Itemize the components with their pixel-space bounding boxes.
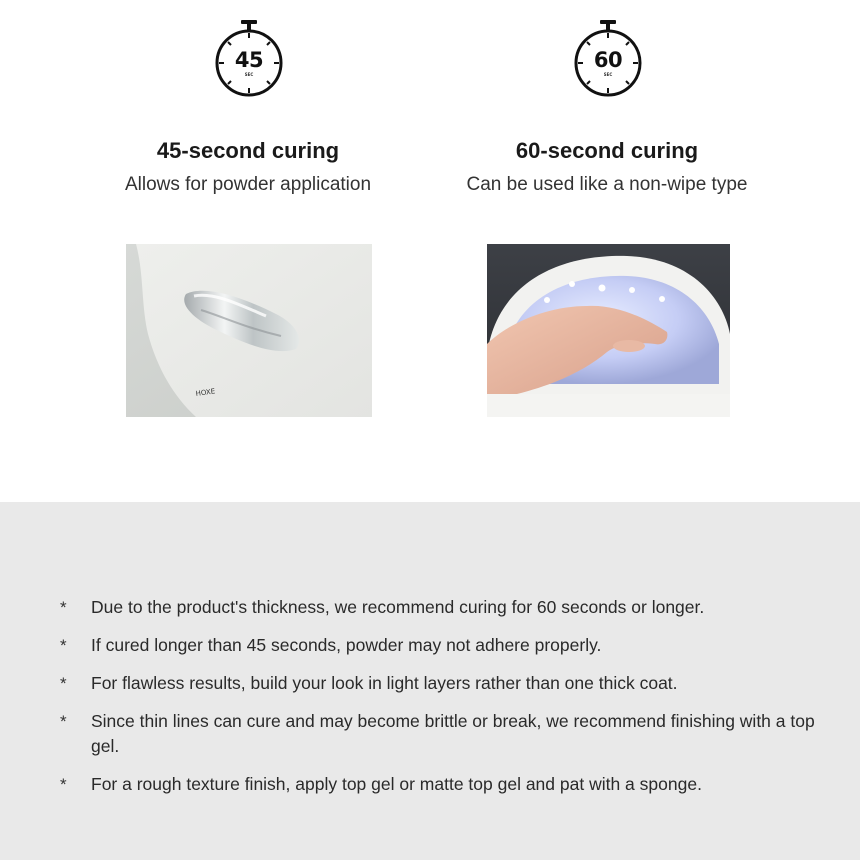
bullet-asterisk: *	[60, 712, 67, 731]
note-item	[60, 772, 820, 797]
note-item	[60, 595, 820, 620]
bullet-asterisk: *	[60, 775, 67, 794]
note-item	[60, 709, 820, 759]
note-text: If cured longer than 45 seconds, powder may not adhere properly.	[91, 635, 602, 655]
timer-value: 60	[593, 48, 623, 72]
curing-subtitle: Allows for powder application	[124, 174, 372, 195]
timer-unit: SEC	[244, 72, 254, 77]
curing-title: 45-second curing	[156, 138, 340, 163]
photo-label: HOXE	[195, 387, 216, 398]
stopwatch-icon	[573, 18, 643, 100]
curing-title: 60-second curing	[515, 138, 699, 163]
note-text: For flawless results, build your look in light layers rather than one thick coat.	[91, 673, 678, 693]
note-item	[60, 671, 820, 696]
bullet-asterisk: *	[60, 674, 67, 693]
gel-swatch-photo	[126, 244, 372, 417]
timer-unit: SEC	[603, 72, 613, 77]
notes-panel	[0, 502, 860, 860]
note-text: Since thin lines can cure and may become brittle or break, we recommend finishing with a top gel.	[91, 711, 815, 756]
bullet-asterisk: *	[60, 598, 67, 617]
curing-subtitle: Can be used like a non-wipe type	[466, 174, 748, 195]
note-item	[60, 633, 820, 658]
timer-value: 45	[234, 48, 264, 72]
notes-list	[60, 595, 820, 810]
bullet-asterisk: *	[60, 636, 67, 655]
uv-lamp-photo	[487, 244, 730, 417]
note-text: For a rough texture finish, apply top gel or matte top gel and pat with a sponge.	[91, 774, 702, 794]
note-text: Due to the product's thickness, we recommend curing for 60 seconds or longer.	[91, 597, 705, 617]
stopwatch-icon	[214, 18, 284, 100]
